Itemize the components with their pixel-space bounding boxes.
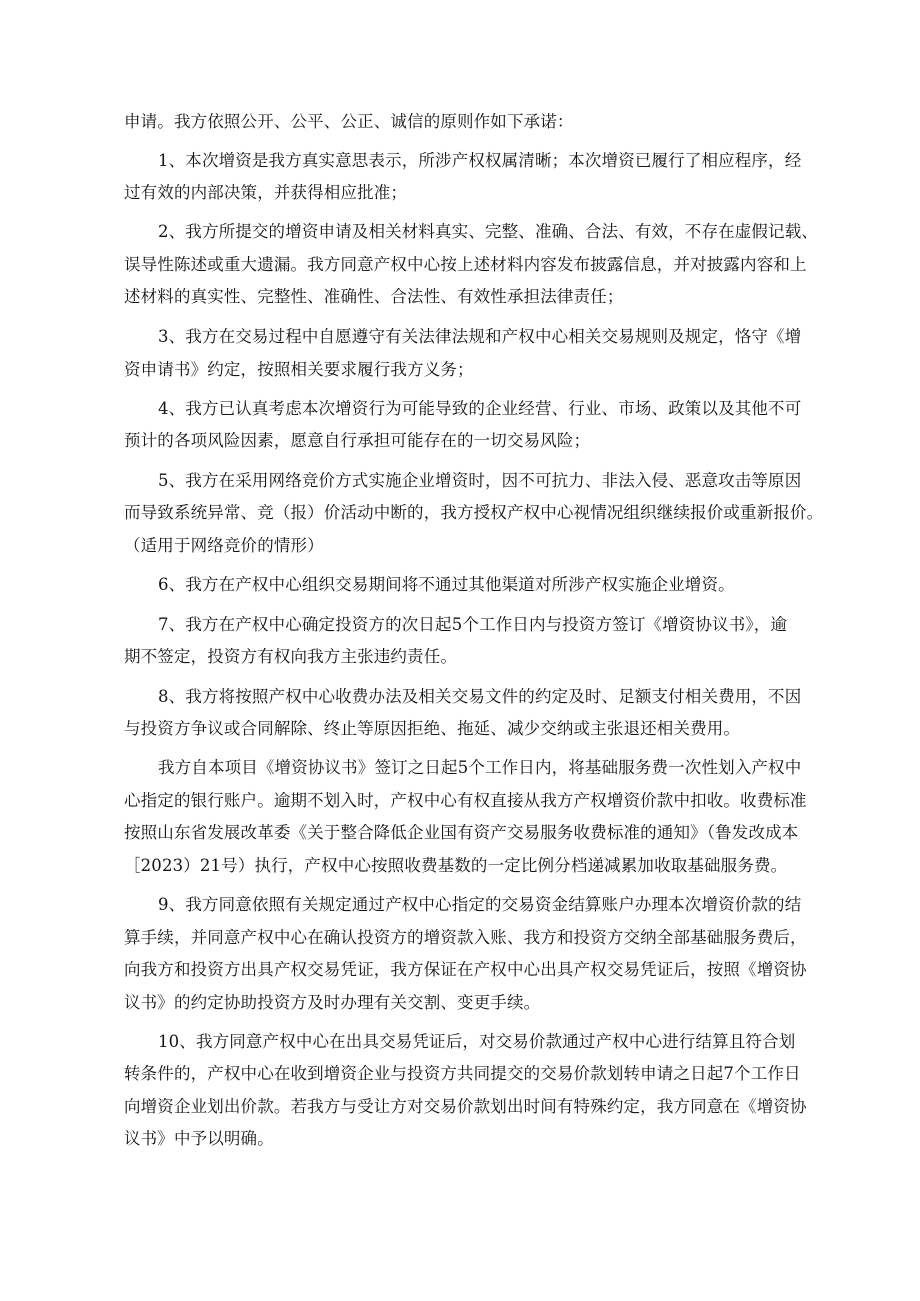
text-line: 向增资企业划出价款。若我方与受让方对交易价款划出时间有特殊约定，我方同意在《增资协 — [124, 1097, 807, 1116]
text-line: 预计的各项风险因素，愿意自行承担可能存在的一切交易风险； — [124, 431, 591, 450]
text-line: 而导致系统异常、竞（报）价活动中断的，我方授权产权中心视情况组织继续报价或重新报价。 — [124, 503, 824, 522]
text-line: 3、我方在交易过程中自愿遵守有关法律法规和产权中心相关交易规则及规定，恪守《增 — [158, 327, 802, 346]
text-line: 议书》中予以明确。 — [124, 1129, 274, 1148]
text-line: 期不签定，投资方有权向我方主张违约责任。 — [124, 647, 457, 666]
text-line: ［2023）21号）执行，产权中心按照收费基数的一定比例分档递减累加收取基础服务费。 — [124, 856, 788, 875]
text-line: 议书》的约定协助投资方及时办理有关交割、变更手续。 — [124, 993, 541, 1012]
text-line: 申请。我方依照公开、公平、公正、诚信的原则作如下承诺： — [124, 112, 574, 131]
text-line: （适用于网络竞价的情形） — [124, 536, 324, 555]
text-line: 误导性陈述或重大遗漏。我方同意产权中心按上述材料内容发布披露信息，并对披露内容和上 — [124, 255, 807, 274]
text-line: 7、我方在产权中心确定投资方的次日起5个工作日内与投资方签订《增资协议书》，逾 — [158, 615, 788, 634]
text-line: 9、我方同意依照有关规定通过产权中心指定的交易资金结算账户办理本次增资价款的结 — [158, 895, 802, 914]
text-line: 心指定的银行账户。逾期不划入时，产权中心有权直接从我方产权增资价款中扣收。收费标准 — [124, 791, 807, 810]
text-line: 资申请书》约定，按照相关要求履行我方义务； — [124, 360, 474, 379]
text-line: 过有效的内部决策，并获得相应批准； — [124, 183, 408, 202]
text-line: 我方自本项目《增资协议书》签订之日起5个工作日内，将基础服务费一次性划入产权中 — [158, 758, 802, 777]
text-line: 2、我方所提交的增资申请及相关材料真实、完整、准确、合法、有效，不存在虚假记载、 — [158, 222, 818, 241]
text-line: 与投资方争议或合同解除、终止等原因拒绝、拖延、减少交纳或主张退还相关费用。 — [124, 719, 741, 738]
text-line: 1、本次增资是我方真实意思表示，所涉产权权属清晰；本次增资已履行了相应程序，经 — [158, 151, 802, 170]
text-line: 6、我方在产权中心组织交易期间将不通过其他渠道对所涉产权实施企业增资。 — [158, 575, 735, 594]
text-line: 10、我方同意产权中心在出具交易凭证后，对交易价款通过产权中心进行结算且符合划 — [158, 1032, 796, 1051]
text-line: 述材料的真实性、完整性、准确性、合法性、有效性承担法律责任； — [124, 287, 624, 306]
text-line: 8、我方将按照产权中心收费办法及相关交易文件的约定及时、足额支付相关费用，不因 — [158, 687, 802, 706]
text-line: 算手续，并同意产权中心在确认投资方的增资款入账、我方和投资方交纳全部基础服务费后， — [124, 928, 807, 947]
text-line: 4、我方已认真考虑本次增资行为可能导致的企业经营、行业、市场、政策以及其他不可 — [158, 399, 802, 418]
text-line: 按照山东省发展改革委《关于整合降低企业国有资产交易服务收费标准的通知》（鲁发改成本 — [124, 823, 799, 842]
text-line: 向我方和投资方出具产权交易凭证，我方保证在产权中心出具产权交易凭证后，按照《增资协 — [124, 960, 807, 979]
text-line: 转条件的，产权中心在收到增资企业与投资方共同提交的交易价款划转申请之日起7个工作日 — [124, 1064, 801, 1083]
text-line: 5、我方在采用网络竞价方式实施企业增资时，因不可抗力、非法入侵、恶意攻击等原因 — [158, 471, 802, 490]
